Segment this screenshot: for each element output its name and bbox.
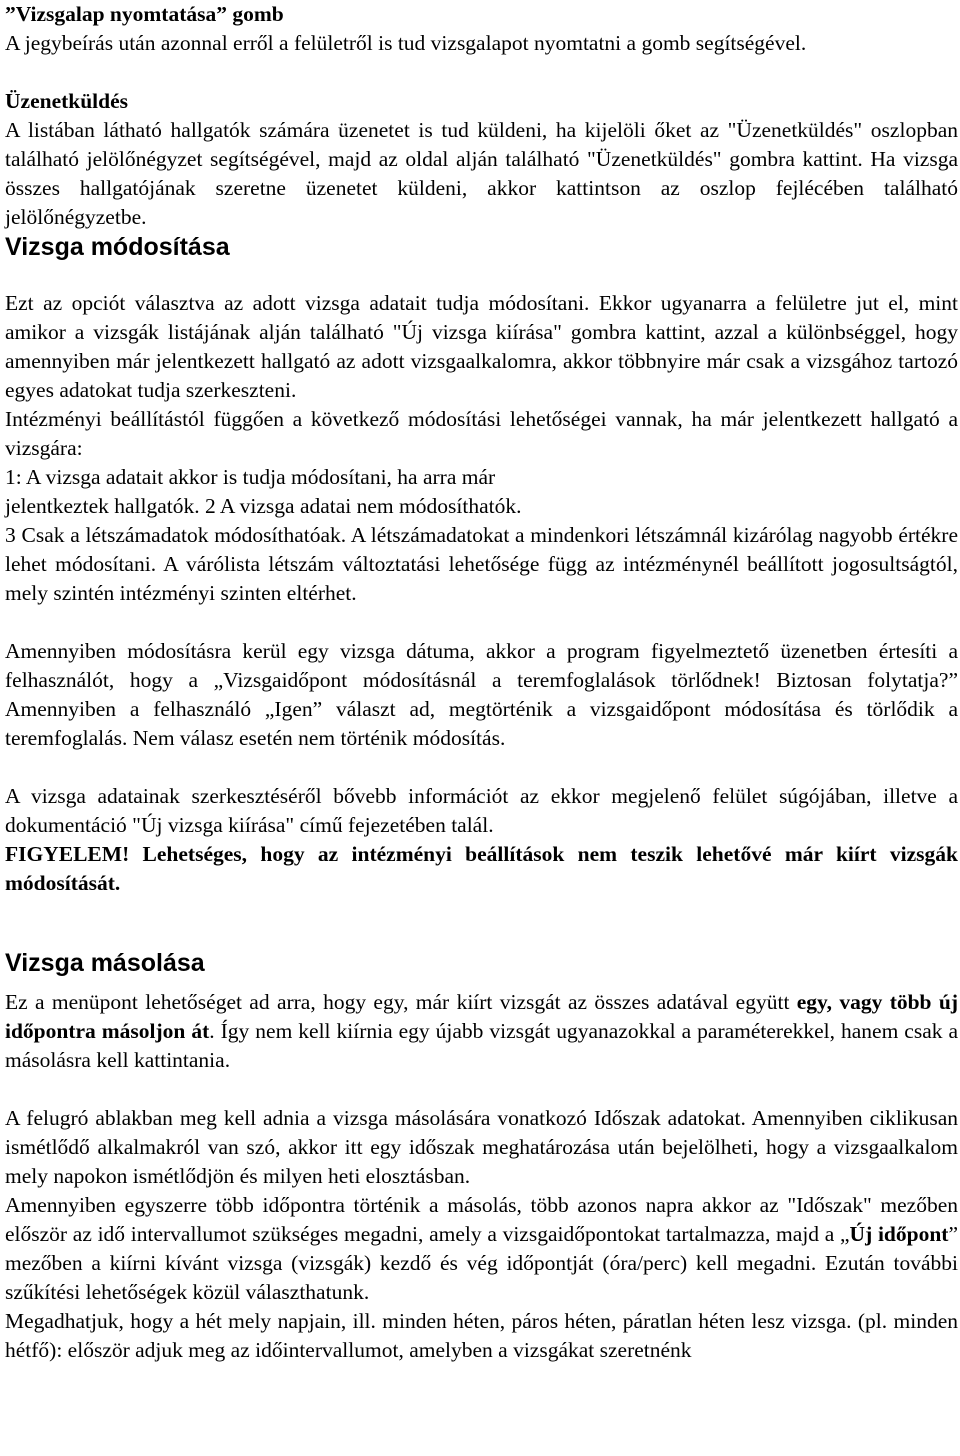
copy-paragraph-1-part-a: Ez a menüpont lehetőséget ad arra, hogy egy, már kiírt vizsgát az összes adatával együtt — [5, 990, 797, 1014]
copy-paragraph-2: A felugró ablakban meg kell adnia a vizsga másolására vonatkozó Időszak adatokat. Amennyiben ciklikusan ismétlődő alkalmakról van szó, akkor itt egy időszak meghatározása után bejelölheti, hogy a vizsgaalkalom mely napokon ismétlődjön és milyen heti elosztásban. — [5, 1106, 958, 1188]
copy-paragraph-3-emphasis: Új időpont — [849, 1222, 949, 1246]
copy-paragraph-1 — [5, 988, 958, 1075]
messaging-section-text: A listában látható hallgatók számára üzenetet is tud küldeni, ha kijelöli őket az "Üzenetküldés" oszlopban található jelölőnégyzet segítségével, majd az oldal alján található "Üzenetküldés" gombra kattint. Ha vizsga összes hallgatójának szeretne üzenetet küldeni, akkor kattintson az oszlop fejlécében található jelölőnégyzetbe. — [5, 118, 958, 229]
spacer — [5, 898, 958, 948]
spacer — [5, 262, 958, 289]
document-page — [5, 0, 958, 1365]
copy-paragraph-3-part-c: ” mezőben a kiírni kívánt vizsga (vizsgák) kezdő és vég időpontját (óra/perc) kell megadni. Ezután további szűkítési lehetőségek közül választhatunk. — [5, 1222, 958, 1304]
messaging-section-title: Üzenetküldés — [5, 89, 129, 113]
spacer — [5, 1075, 958, 1104]
modify-option-1-line-1: 1: A vizsga adatait akkor is tudja módosítani, ha arra már — [5, 465, 496, 489]
modify-option-1-line-2: jelentkeztek hallgatók. 2 A vizsga adatai nem módosíthatók. — [5, 494, 522, 518]
modify-warning: FIGYELEM! Lehetséges, hogy az intézményi beállítások nem teszik lehetővé már kiírt vizsgák módosítását. — [5, 842, 958, 895]
copy-heading: Vizsga másolása — [5, 949, 205, 977]
print-section-title: ”Vizsgalap nyomtatása” gomb — [5, 2, 284, 26]
spacer — [5, 978, 958, 988]
copy-paragraph-3 — [5, 1191, 958, 1307]
copy-paragraph-1-emphasis: egy, vagy több új időpontra másoljon át — [5, 990, 958, 1043]
modify-paragraph-4: 3 Csak a létszámadatok módosíthatóak. A létszámadatokat a mindenkori létszámnál kizárólag nagyobb értékre lehet módosítani. A várólista létszám változtatási lehetősége függ az intézménynél beállított jogosultságtól, mely szintén intézményi szinten eltérhet. — [5, 523, 958, 605]
spacer — [5, 608, 958, 637]
modify-heading: Vizsga módosítása — [5, 233, 230, 261]
copy-paragraph-4: Megadhatjuk, hogy a hét mely napjain, ill. minden héten, páros héten, páratlan héten lesz vizsga. (pl. minden hétfő): először adjuk meg az időintervallumot, amelyben a vizsgákat szeretnénk — [5, 1309, 958, 1362]
spacer — [5, 753, 958, 782]
print-section-text: A jegybeírás után azonnal erről a felületről is tud vizsgalapot nyomtatni a gomb segítségével. — [5, 31, 807, 55]
modify-paragraph-6: A vizsga adatainak szerkesztéséről bővebb információt az ekkor megjelenő felület súgójában, illetve a dokumentáció "Új vizsga kiírása" című fejezetében talál. — [5, 784, 958, 837]
modify-paragraph-5: Amennyiben módosításra kerül egy vizsga dátuma, akkor a program figyelmeztető üzenetben értesíti a felhasználót, hogy a „Vizsgaidőpont módosításnál a teremfoglalások törlődnek! Biztosan folytatja?” Amennyiben a felhasználó „Igen” választ ad, megtörténik a vizsgaidőpont módosítása és törlődik a teremfoglalás. Nem válasz esetén nem történik módosítás. — [5, 639, 958, 750]
spacer — [5, 58, 958, 87]
copy-paragraph-1-part-c: . Így nem kell kiírnia egy újabb vizsgát ugyanazokkal a paraméterekkel, hanem csak a másolásra kell kattintania. — [5, 1019, 959, 1072]
modify-paragraph-1: Ezt az opciót választva az adott vizsga adatait tudja módosítani. Ekkor ugyanarra a felületre jut el, mint amikor a vizsgák listájának alján található "Új vizsga kiírása" gombra kattint, azzal a különbséggel, hogy amennyiben már jelentkezett hallgató az adott vizsgaalkalomra, akkor többnyire már csak a vizsgához tartozó egyes adatokat tudja szerkeszteni. — [5, 291, 958, 402]
modify-paragraph-2: Intézményi beállítástól függően a következő módosítási lehetőségei vannak, ha már jelentkezett hallgató a vizsgára: — [5, 407, 958, 460]
copy-paragraph-3-part-a: Amennyiben egyszerre több időpontra történik a másolás, több azonos napra akkor az "Időszak" mezőben először az idő intervallumot szükséges megadni, amely a vizsgaidőpontokat tartalmazza, majd a „ — [5, 1193, 958, 1246]
